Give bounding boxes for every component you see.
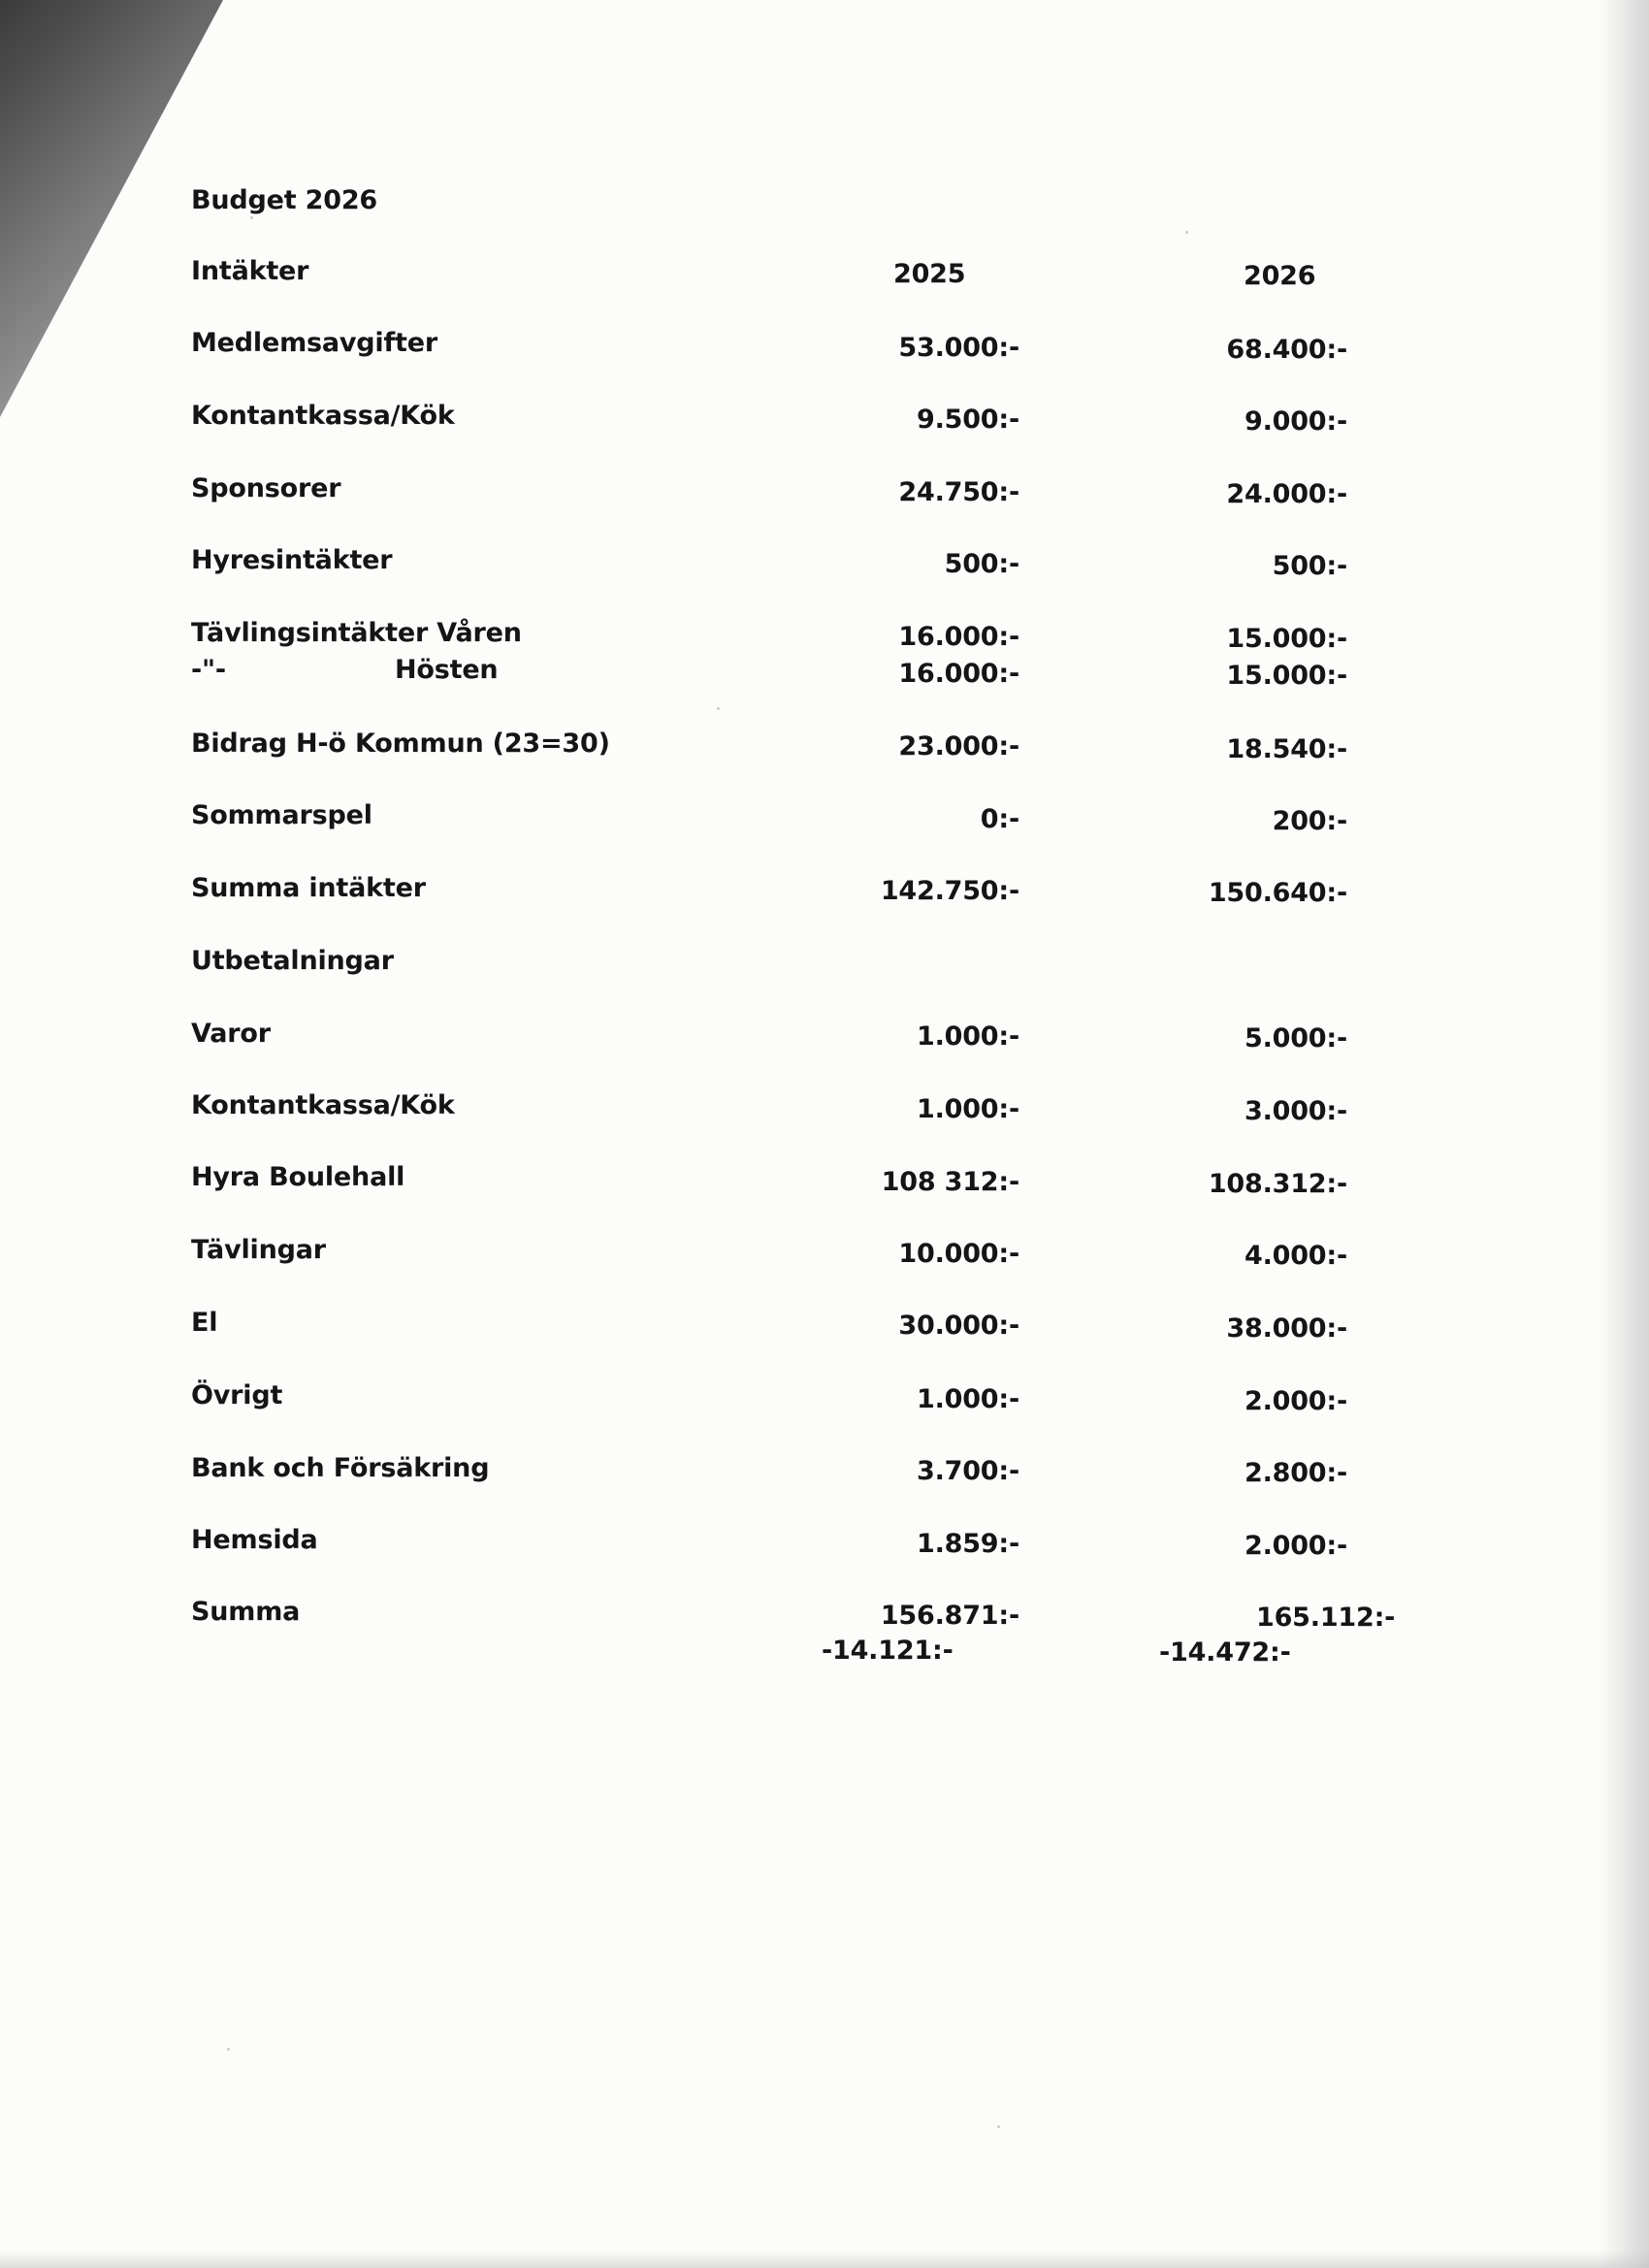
year-2026-header: 2026 xyxy=(1244,261,1316,291)
expense-row-value-2026: 38.000:- xyxy=(1226,1313,1347,1344)
scan-speck xyxy=(717,707,720,710)
income-row-value-2025: 53.000:- xyxy=(898,333,1019,363)
expense-row-label: Varor xyxy=(191,1019,271,1049)
scan-bottom-edge xyxy=(0,2251,1649,2268)
expense-total-value-2025: 156.871:- xyxy=(880,1601,1019,1631)
expense-row-label: Hyra Boulehall xyxy=(191,1162,405,1192)
income-row-value-2025: 500:- xyxy=(944,549,1019,579)
income-row-value-2025: 0:- xyxy=(980,804,1019,834)
expense-row-label: Bank och Försäkring xyxy=(191,1453,490,1483)
document-title: Budget 2026 xyxy=(191,185,378,215)
income-total-value-2026: 150.640:- xyxy=(1208,878,1347,908)
expense-row-value-2025: 1.859:- xyxy=(916,1529,1019,1559)
income-row-value-2025: 16.000:- xyxy=(898,659,1019,689)
income-row-label: Sommarspel xyxy=(191,800,372,830)
income-row-label: Hyresintäkter xyxy=(191,545,393,575)
expense-row-label: El xyxy=(191,1308,218,1338)
income-row-value-2025: 16.000:- xyxy=(898,622,1019,652)
expense-row-value-2026: 2.000:- xyxy=(1244,1386,1347,1416)
expense-total-label: Summa xyxy=(191,1597,301,1627)
scan-speck xyxy=(1185,231,1188,234)
difference-value-2025: -14.121:- xyxy=(822,1636,954,1666)
expense-section-label: Utbetalningar xyxy=(191,946,394,976)
expense-row-value-2026: 2.000:- xyxy=(1244,1531,1347,1561)
difference-value-2026: -14.472:- xyxy=(1159,1637,1291,1668)
expense-row-value-2025: 1.000:- xyxy=(916,1384,1019,1414)
income-row-value-2025: 23.000:- xyxy=(898,731,1019,761)
expense-row-label: Tävlingar xyxy=(191,1235,326,1265)
income-row-value-2026: 15.000:- xyxy=(1226,624,1347,654)
income-total-label: Summa intäkter xyxy=(191,873,426,903)
income-row-value-2026: 15.000:- xyxy=(1226,661,1347,691)
income-row-label: Tävlingsintäkter Våren xyxy=(191,618,522,648)
income-row-sublabel: Hösten xyxy=(395,655,499,685)
folded-page-corner xyxy=(0,0,223,417)
scan-speck xyxy=(227,2048,230,2051)
expense-row-value-2026: 3.000:- xyxy=(1244,1096,1347,1126)
income-row-value-2025: 24.750:- xyxy=(898,477,1019,507)
scan-speck xyxy=(997,2125,1000,2128)
income-section-label: Intäkter xyxy=(191,256,309,286)
income-row-label: Sponsorer xyxy=(191,473,341,503)
income-total-value-2025: 142.750:- xyxy=(880,876,1019,906)
expense-row-value-2025: 108 312:- xyxy=(881,1167,1019,1197)
expense-total-value-2026: 165.112:- xyxy=(1256,1603,1396,1633)
scan-speck xyxy=(250,216,253,219)
expense-row-value-2026: 2.800:- xyxy=(1244,1458,1347,1488)
expense-row-value-2025: 10.000:- xyxy=(898,1239,1019,1269)
expense-row-value-2025: 30.000:- xyxy=(898,1311,1019,1341)
income-row-value-2026: 500:- xyxy=(1272,551,1347,581)
income-row-value-2026: 18.540:- xyxy=(1226,734,1347,764)
income-row-value-2026: 68.400:- xyxy=(1226,335,1347,365)
expense-row-label: Hemsida xyxy=(191,1525,318,1555)
income-row-value-2026: 200:- xyxy=(1272,806,1347,836)
income-row-label: Bidrag H-ö Kommun (23=30) xyxy=(191,729,610,759)
expense-row-value-2026: 108.312:- xyxy=(1208,1169,1347,1199)
income-row-repeat-mark: -"- xyxy=(191,655,226,685)
expense-row-value-2026: 5.000:- xyxy=(1244,1023,1347,1053)
income-row-value-2026: 24.000:- xyxy=(1226,479,1347,509)
expense-row-value-2025: 1.000:- xyxy=(916,1021,1019,1052)
income-row-label: Medlemsavgifter xyxy=(191,328,437,358)
year-2025-header: 2025 xyxy=(893,259,966,289)
scan-right-edge xyxy=(1599,0,1649,2268)
expense-row-value-2025: 3.700:- xyxy=(916,1456,1019,1486)
income-row-label: Kontantkassa/Kök xyxy=(191,401,455,431)
expense-row-label: Övrigt xyxy=(191,1380,283,1410)
expense-row-value-2025: 1.000:- xyxy=(916,1094,1019,1124)
income-row-value-2026: 9.000:- xyxy=(1244,406,1347,437)
income-row-value-2025: 9.500:- xyxy=(916,405,1019,435)
expense-row-label: Kontantkassa/Kök xyxy=(191,1090,455,1120)
expense-row-value-2026: 4.000:- xyxy=(1244,1241,1347,1271)
